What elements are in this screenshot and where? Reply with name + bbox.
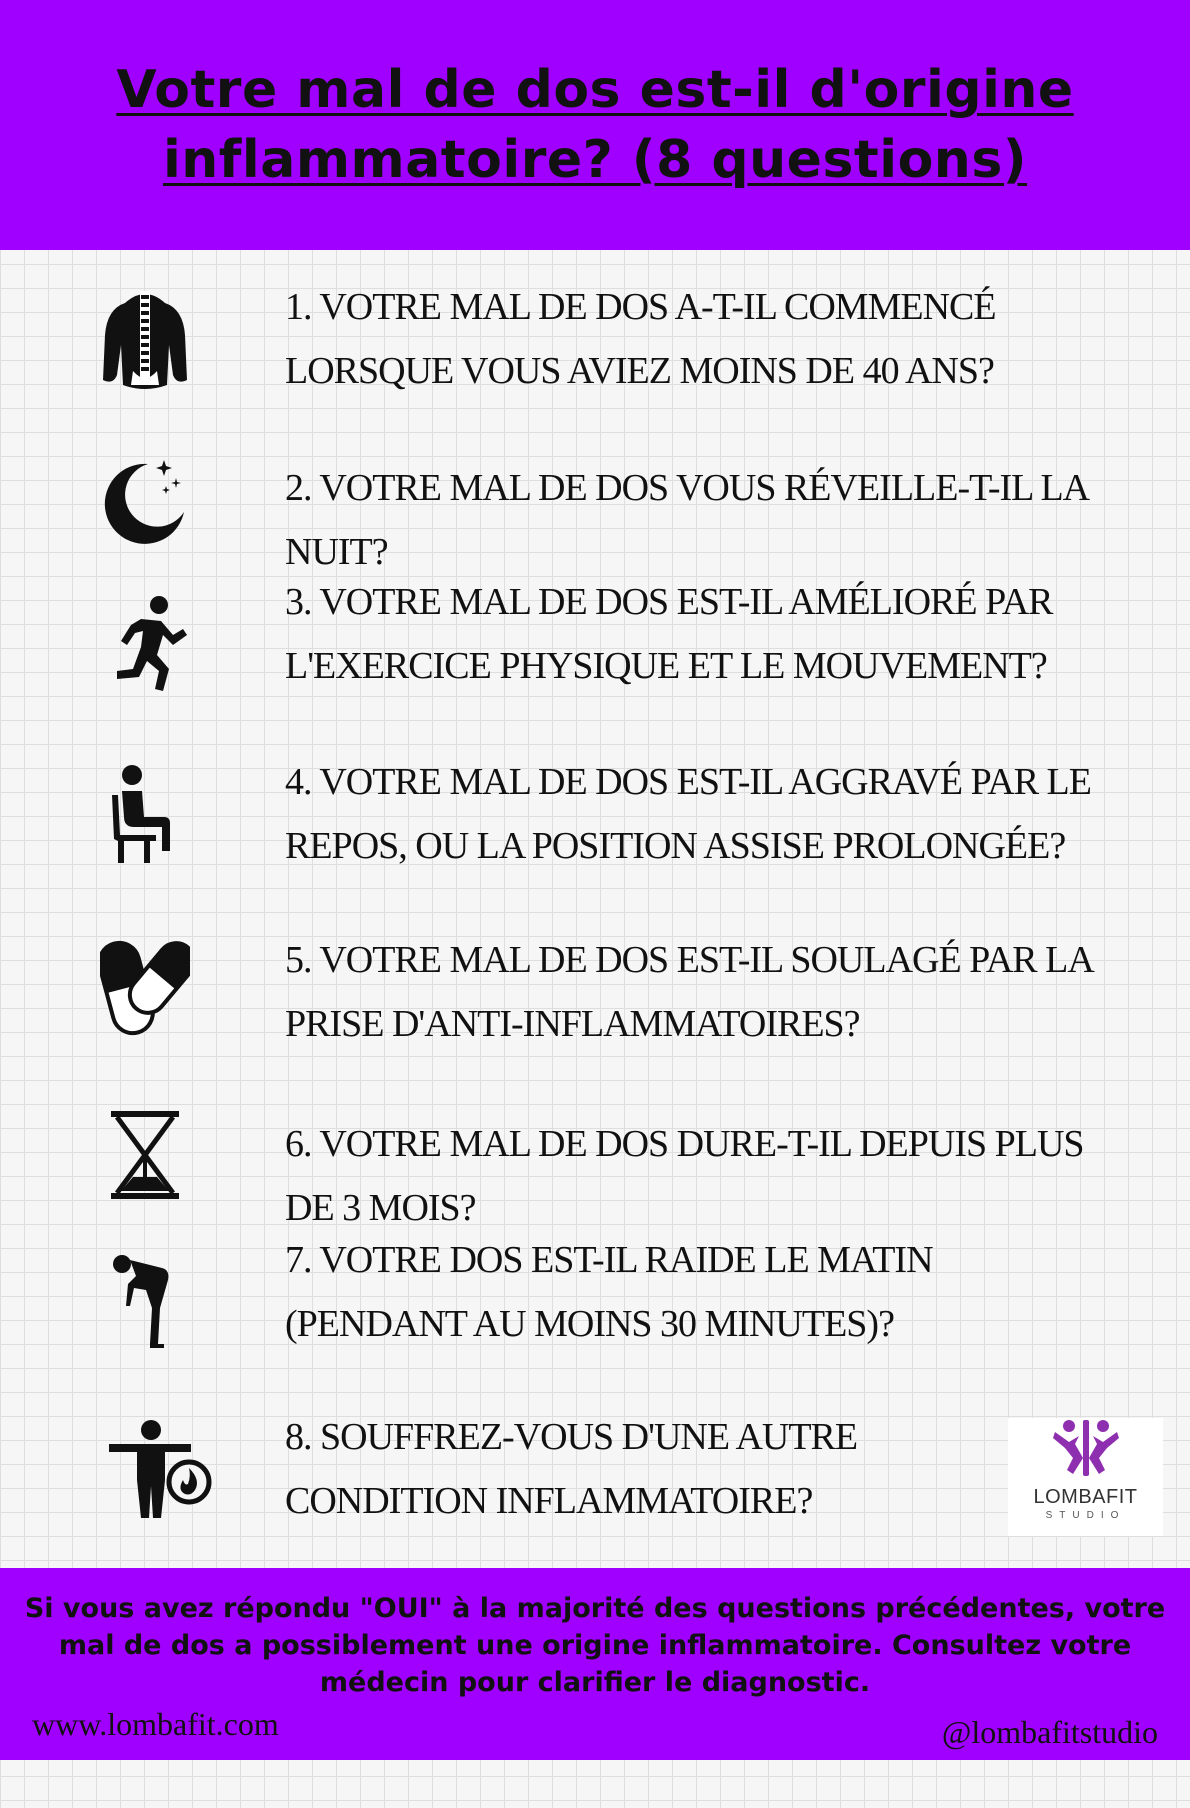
question-item-7 [0, 1228, 1190, 1378]
question-text: 1. VOTRE MAL DE DOS A-T-IL COMMENCÉ LORSQUE VOUS AVIEZ MOINS DE 40 ANS? [285, 286, 996, 392]
question-item-5 [0, 928, 1190, 1078]
question-text: 8. SOUFFREZ-VOUS D'UNE AUTRE CONDITION INFLAMMATOIRE? [285, 1416, 858, 1522]
footer-banner [0, 1568, 1190, 1760]
footer-note: Si vous avez répondu "OUI" à la majorité des questions précédentes, votre mal de dos a possiblement une origine inflammatoire. Consultez votre médecin pour clarifier le diagnostic. [24, 1593, 1166, 1698]
inflammation-person-icon [105, 1415, 215, 1525]
question-text: 6. VOTRE MAL DE DOS DURE-T-IL DEPUIS PLUS DE 3 MOIS? [285, 1123, 1084, 1229]
question-text: 2. VOTRE MAL DE DOS VOUS RÉVEILLE-T-IL LA NUIT? [285, 467, 1087, 573]
question-text: 7. VOTRE DOS EST-IL RAIDE LE MATIN (PENDANT AU MOINS 30 MINUTES)? [285, 1239, 933, 1345]
social-handle[interactable]: @lombafitstudio [941, 1714, 1158, 1750]
question-text: 5. VOTRE MAL DE DOS EST-IL SOULAGÉ PAR LA PRISE D'ANTI-INFLAMMATOIRES? [285, 939, 1092, 1045]
header-banner [0, 0, 1190, 250]
question-text: 4. VOTRE MAL DE DOS EST-IL AGGRAVÉ PAR LE REPOS, OU LA POSITION ASSISE PROLONGÉE? [285, 761, 1091, 867]
lombafit-logo [1008, 1418, 1163, 1536]
question-item-1 [0, 275, 1190, 425]
pills-icon [95, 933, 195, 1043]
logo-figures-icon [1051, 1418, 1121, 1480]
question-item-3 [0, 570, 1190, 720]
spine-back-icon [95, 285, 195, 395]
page-title: Votre mal de dos est-il d'origine inflammatoire? (8 questions) [116, 60, 1074, 190]
logo-name: LOMBAFIT [1033, 1486, 1138, 1508]
logo-subtitle: STUDIO [1045, 1510, 1126, 1521]
website-link[interactable]: www.lombafit.com [32, 1706, 279, 1742]
running-person-icon [95, 590, 195, 700]
bending-person-icon [95, 1243, 195, 1353]
question-item-4 [0, 750, 1190, 900]
seated-person-icon [95, 760, 195, 870]
question-text: 3. VOTRE MAL DE DOS EST-IL AMÉLIORÉ PAR L'EXERCICE PHYSIQUE ET LE MOUVEMENT? [285, 581, 1053, 687]
hourglass-icon [95, 1100, 195, 1210]
moon-stars-icon [95, 446, 195, 556]
